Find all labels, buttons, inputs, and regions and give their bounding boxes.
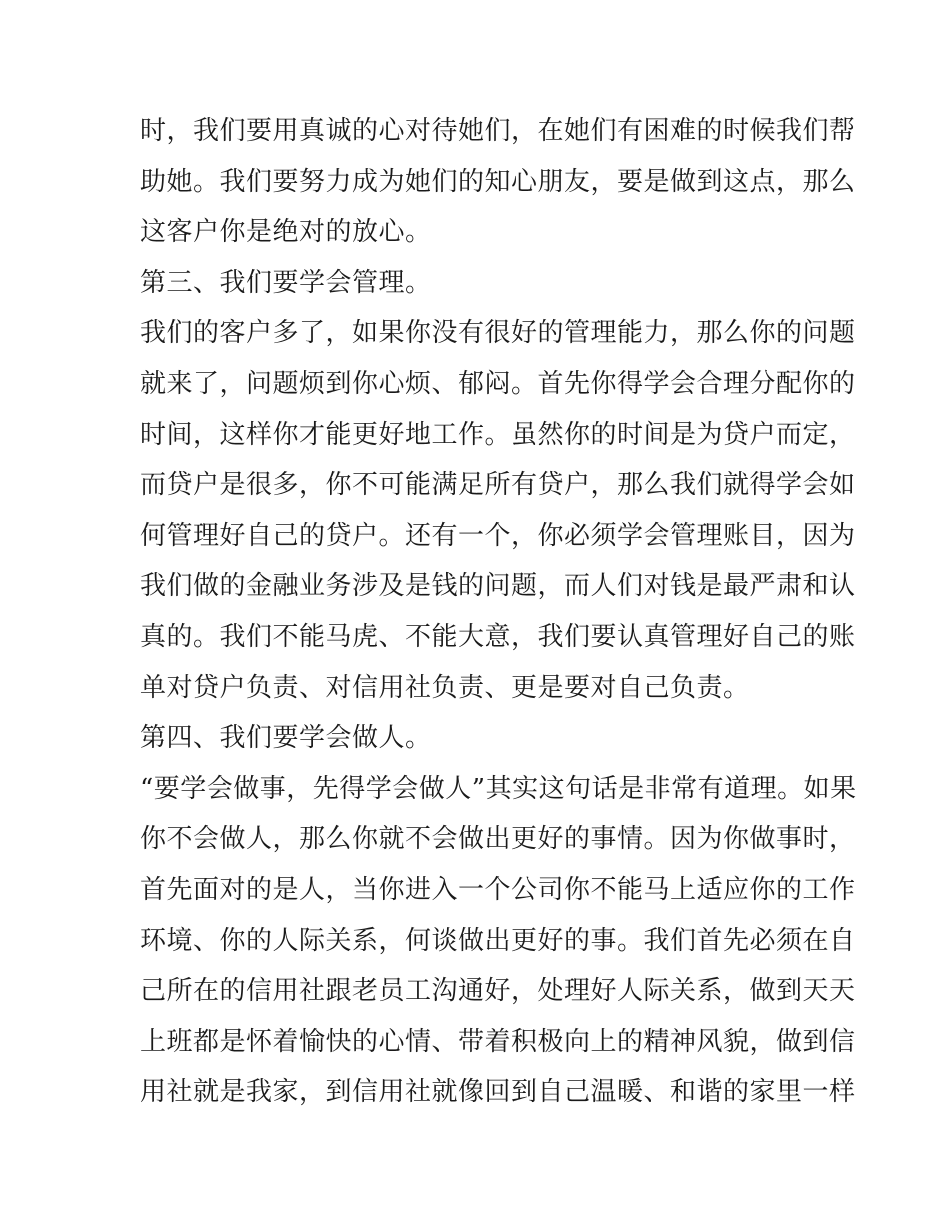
- text-line: 助她。我们要努力成为她们的知心朋友，要是做到这点，那么: [140, 166, 856, 197]
- text-line: 我们的客户多了，如果你没有很好的管理能力，那么你的问题: [140, 318, 856, 349]
- section-heading: 第三、我们要学会管理。: [140, 267, 432, 298]
- text-line: 时，我们要用真诚的心对待她们，在她们有困难的时候我们帮: [140, 116, 856, 146]
- text-line: 环境、你的人际关系，何谈做出更好的事。我们首先必须在自: [140, 925, 856, 956]
- text-line: 时间，这样你才能更好地工作。虽然你的时间是为贷户而定，: [140, 419, 856, 450]
- section-heading: 第四、我们要学会做人。: [140, 723, 432, 754]
- text-line: 我们做的金融业务涉及是钱的问题，而人们对钱是最严肃和认: [140, 571, 856, 602]
- text-line: 真的。我们不能马虎、不能大意，我们要认真管理好自己的账: [140, 621, 856, 652]
- text-line: 首先面对的是人，当你进入一个公司你不能马上适应你的工作: [140, 874, 856, 905]
- text-line: 单对贷户负责、对信用社负责、更是要对自己负责。: [140, 672, 750, 703]
- text-line: 上班都是怀着愉快的心情、带着积极向上的精神风貌，做到信: [140, 1026, 856, 1057]
- text-line: “要学会做事，先得学会做人”其实这句话是非常有道理。如果: [140, 773, 857, 804]
- body-text: [140, 106, 857, 1118]
- text-line: 你不会做人，那么你就不会做出更好的事情。因为你做事时，: [140, 824, 856, 855]
- text-line: 这客户你是绝对的放心。: [140, 217, 432, 248]
- text-line: 就来了，问题烦到你心烦、郁闷。首先你得学会合理分配你的: [140, 368, 856, 399]
- text-line: 而贷户是很多，你不可能满足所有贷户，那么我们就得学会如: [140, 470, 856, 501]
- text-line: 何管理好自己的贷户。还有一个，你必须学会管理账目，因为: [140, 520, 856, 551]
- text-line: 用社就是我家，到信用社就像回到自己温暖、和谐的家里一样: [140, 1077, 856, 1108]
- text-line: 己所在的信用社跟老员工沟通好，处理好人际关系，做到天天: [140, 976, 856, 1007]
